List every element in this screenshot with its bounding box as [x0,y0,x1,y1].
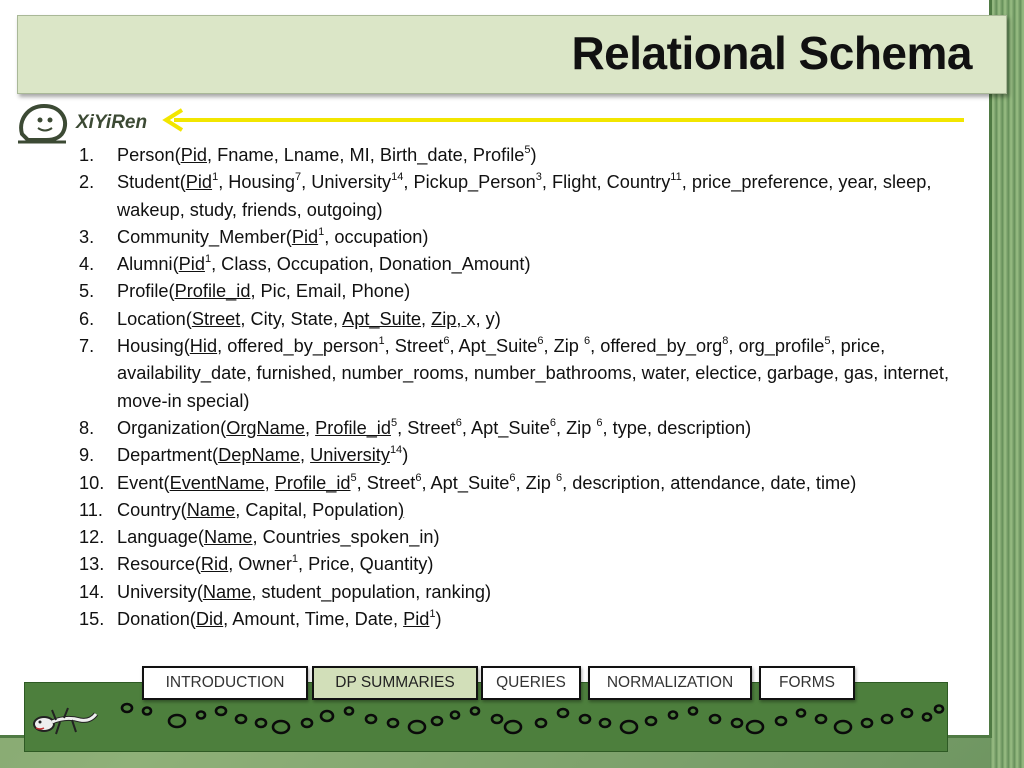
schema-key: Apt_Suite [342,308,421,329]
schema-text: , [305,417,316,438]
schema-text: ) [530,145,537,165]
schema-text: , Street [384,336,444,357]
schema-text: ) [435,609,442,630]
schema-text: , [299,445,311,466]
schema-text: x, y) [466,308,501,329]
slide-title: Relational Schema [571,27,972,79]
schema-text: Event( [117,472,170,493]
schema-item [74,470,984,497]
schema-item [74,442,984,469]
nav-tab-forms[interactable]: FORMS [759,666,855,700]
schema-item-number: 6. [79,308,95,329]
schema-text: , Price, Quantity) [298,554,434,575]
schema-reference: 6 [537,335,544,348]
schema-reference: 5 [390,416,398,429]
schema-text: Housing( [117,336,190,357]
schema-reference: 1 [204,253,212,266]
schema-text: , price_preference, year, sleep, wakeup, study, friends, outgoing) [117,172,932,220]
schema-reference: 6 [455,416,462,429]
schema-text: Donation( [117,609,196,630]
schema-text: Alumni( [117,254,179,275]
schema-item-number: 12. [79,527,105,548]
schema-reference: 14 [391,171,404,184]
schema-item-number: 15. [79,609,105,630]
schema-text: , description, attendance, date, time) [562,472,857,493]
schema-text: , Zip [543,336,584,357]
xiyiren-logo-icon [16,100,166,148]
title-bar [17,15,1007,94]
schema-item-number: 14. [79,581,105,602]
schema-text: , Fname, Lname, MI, Birth_date, Profile [206,145,525,165]
schema-text: , Capital, Population [235,499,399,520]
schema-reference: 6 [583,335,591,348]
schema-reference: 1 [291,553,299,566]
schema-item [74,551,984,578]
schema-text: , price, availability_date, furnished, number_rooms, number_bathrooms, water, electice, garbage, gas, internet, move-in special) [117,336,950,411]
schema-item [74,579,984,606]
schema-text: Organization( [117,417,227,438]
schema-item [74,251,984,278]
schema-text: , [421,308,432,329]
schema-reference: 1 [378,335,385,348]
nav-tab-introduction[interactable]: INTRODUCTION [142,666,308,700]
schema-reference: 1 [318,225,325,238]
schema-text: ) [402,445,409,466]
schema-text: , Street [356,472,416,493]
schema-key: Pid [180,145,207,165]
schema-text: University( [117,581,203,602]
schema-item-number: 1. [79,145,95,165]
schema-text: , City, State, [240,308,343,329]
schema-item-number: 11. [79,499,103,520]
schema-text: , Amount, Time, Date, [223,609,404,630]
schema-key: Profile_id [274,472,351,493]
nav-tab-dp-summaries[interactable]: DP SUMMARIES [312,666,478,700]
schema-text: Language( [117,527,204,548]
schema-reference: 1 [212,171,219,184]
schema-text: , org_profile [728,336,825,357]
schema-key: DepName [218,445,300,466]
schema-item-number: 4. [79,254,95,275]
schema-reference: 5 [524,143,531,156]
schema-text: , University [301,172,392,193]
schema-text: Resource( [117,554,201,575]
schema-key: University [310,445,390,466]
schema-text: , Class, Occupation, Donation_Amount) [211,254,531,275]
schema-item-number: 2. [79,172,95,193]
schema-item [74,142,984,169]
schema-key: Zip, [431,308,467,329]
schema-text: , Apt_Suite [461,417,550,438]
schema-key: Name [202,581,252,602]
schema-reference: 5 [350,471,357,484]
schema-text: , Housing [218,172,296,193]
schema-text: Department( [117,445,219,466]
schema-key: OrgName [226,417,306,438]
schema-reference: 6 [509,471,516,484]
schema-item [74,524,984,551]
schema-reference: 7 [295,171,302,184]
schema-list [74,142,984,633]
schema-text: , Zip [515,472,556,493]
schema-item [74,497,984,524]
schema-key: Street [191,308,241,329]
schema-text: , offered_by_person [217,336,379,357]
schema-reference: 6 [555,471,563,484]
schema-text: , Pickup_Person [403,172,536,193]
schema-text: , Street [397,417,456,438]
schema-key: Name [186,499,236,520]
schema-item [74,278,984,305]
schema-text: , Apt_Suite [449,336,538,357]
schema-key: Profile_id [174,281,251,302]
schema-text: Profile( [117,281,175,302]
schema-text: , offered_by_org [590,336,723,357]
nav-tab-normalization[interactable]: NORMALIZATION [588,666,752,700]
lizard-icon [30,700,100,742]
schema-item-number: 8. [79,417,95,438]
schema-text: , Apt_Suite [421,472,510,493]
schema-reference: 6 [443,335,450,348]
schema-item [74,415,984,442]
schema-text: , student_population, ranking) [251,581,492,602]
schema-text: Location( [117,308,192,329]
schema-key: Profile_id [315,417,391,438]
schema-item [74,333,984,415]
schema-text: Person( [117,145,181,165]
schema-item [74,606,984,633]
schema-item-number: 13. [79,554,105,575]
schema-key: Did [195,609,224,630]
schema-text: Country( [117,499,187,520]
schema-text: , Zip [555,417,597,438]
arrow-left-icon [160,108,968,132]
schema-reference: 6 [415,471,422,484]
schema-item-number: 10. [79,472,105,493]
schema-key: Pid [291,226,319,247]
frame-stripe [990,0,1024,768]
schema-reference: 11 [670,171,682,184]
schema-text: , [264,472,275,493]
schema-item [74,169,984,224]
schema-text: Community_Member( [117,226,292,247]
schema-key: Rid [200,554,229,575]
schema-reference: 5 [824,335,831,348]
schema-reference: 1 [429,607,436,620]
schema-key: Name [203,527,253,548]
schema-text: , Flight, Country [541,172,671,193]
schema-text: , Countries_spoken_in) [252,527,440,548]
schema-text: , Pic, Email, Phone) [250,281,411,302]
schema-text: , occupation) [324,226,429,247]
schema-reference: 14 [389,444,403,457]
logo-text: XiYiRen [76,112,148,133]
schema-key: ) [398,499,405,520]
schema-key: Pid [185,172,213,193]
schema-text: Student( [117,172,186,193]
schema-key: Pid [403,609,430,630]
schema-reference: 6 [596,416,603,429]
schema-key: Pid [178,254,205,275]
schema-key: EventName [169,472,265,493]
schema-reference: 3 [535,171,542,184]
nav-tab-queries[interactable]: QUERIES [481,666,581,700]
schema-key: Hid [189,336,218,357]
schema-item-number: 3. [79,226,95,247]
schema-text: , type, description) [602,417,752,438]
schema-text: , Owner [228,554,292,575]
schema-reference: 8 [722,335,729,348]
schema-reference: 6 [549,416,556,429]
schema-item-number: 9. [79,445,95,466]
schema-item-number: 5. [79,281,95,302]
schema-item [74,224,984,251]
schema-item [74,306,984,333]
schema-item-number: 7. [79,336,95,357]
